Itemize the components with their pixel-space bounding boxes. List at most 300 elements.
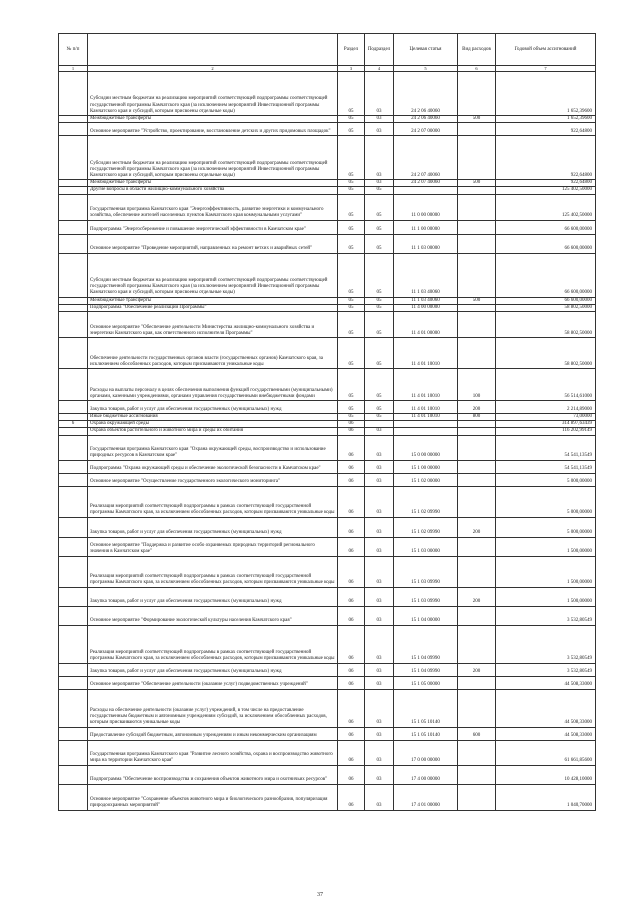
item-name-cell: Реализация мероприятий соответствующей подпрограммы в рамках соответствующей государственной программы Камчатского края, за исключением обособленных расходов, которым присваиваются уникальные коды (88, 625, 338, 663)
target-article-cell: 11 4 00 00000 (394, 304, 458, 311)
expense-type-cell: 200 (458, 401, 496, 414)
subsection-code-cell: 03 (365, 428, 394, 435)
subsection-code-cell: 03 (365, 72, 394, 116)
table-row (59, 517, 596, 537)
item-name-cell: Обеспечение деятельности государственных органов власти (государственных органов) Камчатского края, за исключением обособленных расходов, которым присваиваются уникальные коды (88, 338, 338, 369)
item-name-cell: Закупка товаров, работ и услуг для обеспечения государственных (муниципальных) нужд (88, 663, 338, 676)
expense-type-cell (458, 428, 496, 435)
header-name (88, 34, 338, 66)
target-article-cell: 17 0 00 00000 (394, 740, 458, 765)
target-article-cell (394, 421, 458, 428)
item-name-cell: Основное мероприятие "Сохранение объектов животного мира и биологического разнообразия, популяризация природоохранных мероприятий" (88, 784, 338, 810)
row-number-cell (59, 194, 88, 220)
amount-cell: 5 000,00000 (496, 473, 596, 486)
row-number-cell (59, 123, 88, 136)
section-code-cell: 06 (338, 689, 365, 727)
subsection-code-cell: 03 (365, 537, 394, 556)
table-row (59, 428, 596, 435)
section-code-cell: 05 (338, 116, 365, 123)
row-number-cell (59, 180, 88, 187)
item-name-cell: Другие вопросы в области жилищно-коммунального хозяйства (88, 187, 338, 194)
expense-type-cell (458, 136, 496, 180)
item-name-cell: Основное мероприятие "Обеспечение деятельности Министерства жилищно-коммунального хозяйства и энергетики Камчатского края, как ответственного исполнителя Программы" (88, 312, 338, 338)
amount-cell: 54 541,13549 (496, 435, 596, 460)
section-code-cell: 05 (338, 414, 365, 421)
row-number-cell (59, 460, 88, 473)
amount-cell: 66 600,00000 (496, 220, 596, 234)
target-article-cell: 15 1 02 09990 (394, 486, 458, 517)
item-name-cell: Закупка товаров, работ и услуг для обеспечения государственных (муниципальных) нужд (88, 517, 338, 537)
expense-type-cell: 200 (458, 587, 496, 606)
section-code-cell: 06 (338, 784, 365, 810)
target-article-cell (394, 187, 458, 194)
table-row (59, 727, 596, 740)
amount-cell: 3 532,80549 (496, 606, 596, 625)
item-name-cell: Государственная программа Камчатского края "Развитие лесного хозяйства, охрана и воспроизводство животного мира на территории Камчатского края" (88, 740, 338, 765)
table-row (59, 401, 596, 414)
table-row (59, 435, 596, 460)
row-number-cell (59, 689, 88, 727)
subsection-code-cell (365, 421, 394, 428)
item-name-cell: Реализация мероприятий соответствующей подпрограммы в рамках соответствующей государственной программы Камчатского края, за исключением обособленных расходов, которым присваиваются уникальные коды (88, 486, 338, 517)
section-code-cell: 05 (338, 338, 365, 369)
expense-type-cell (458, 676, 496, 689)
target-article-cell: 11 4 01 10010 (394, 369, 458, 401)
amount-cell: 44 508,33000 (496, 676, 596, 689)
item-name-cell: Межбюджетные трансферты (88, 180, 338, 187)
expense-type-cell (458, 473, 496, 486)
target-article-cell (394, 428, 458, 435)
target-article-cell: 15 1 05 10140 (394, 727, 458, 740)
target-article-cell: 11 1 03 00000 (394, 234, 458, 253)
amount-cell: 922,64800 (496, 136, 596, 180)
expense-type-cell: 100 (458, 369, 496, 401)
table-row (59, 587, 596, 606)
amount-cell: 922,64800 (496, 123, 596, 136)
subsection-code-cell: 03 (365, 740, 394, 765)
amount-cell: 1 040,70000 (496, 784, 596, 810)
target-article-cell: 17 4 00 00000 (394, 765, 458, 784)
subsection-code-cell: 03 (365, 123, 394, 136)
amount-cell: 2 214,89000 (496, 401, 596, 414)
amount-cell: 1 652,39600 (496, 116, 596, 123)
target-article-cell: 11 4 01 10010 (394, 338, 458, 369)
item-name-cell: Подпрограмма "Обеспечение реализации Программы" (88, 304, 338, 311)
table-row (59, 116, 596, 123)
section-code-cell: 06 (338, 727, 365, 740)
item-name-cell: Субсидии местным бюджетам на реализацию мероприятий соответствующей подпрограммы соответствующей государственной программы Камчатского края (за исключением мероприятий Инвестиционной программы Камчатского края и субсидий, которым присвоены отдельные коды) (88, 136, 338, 180)
table-body (59, 72, 596, 811)
item-name-cell: Межбюджетные трансферты (88, 116, 338, 123)
table-row (59, 414, 596, 421)
table-row (59, 220, 596, 234)
item-name-cell: Основное мероприятие "Устройство, проектирование, восстановление детских и других придомовых площадок" (88, 123, 338, 136)
table-row (59, 180, 596, 187)
target-article-cell: 24 2 06 40060 (394, 72, 458, 116)
amount-cell: 10 428,10000 (496, 765, 596, 784)
target-article-cell: 15 1 05 00000 (394, 676, 458, 689)
row-number-cell (59, 587, 88, 606)
section-code-cell: 05 (338, 297, 365, 304)
section-code-cell: 06 (338, 765, 365, 784)
item-name-cell: Расходы на обеспечение деятельности (оказание услуг) учреждений, в том числе на предоставление государственным бюджетным и автономным учреждениям субсидий, за исключением обособленных расходов, которым присваиваются уникальные коды (88, 689, 338, 727)
item-name-cell: Закупка товаров, работ и услуг для обеспечения государственных (муниципальных) нужд (88, 587, 338, 606)
row-number-cell (59, 428, 88, 435)
subsection-code-cell: 05 (365, 253, 394, 297)
amount-cell: 1 500,00000 (496, 537, 596, 556)
table-row (59, 123, 596, 136)
amount-cell: 116 202,99149 (496, 428, 596, 435)
column-number: 6 (458, 66, 496, 72)
subsection-code-cell: 05 (365, 369, 394, 401)
budget-table-sheet (58, 33, 595, 811)
section-code-cell: 06 (338, 556, 365, 587)
amount-cell: 5 000,00000 (496, 517, 596, 537)
target-article-cell: 11 1 03 40060 (394, 253, 458, 297)
target-article-cell: 15 1 04 00000 (394, 606, 458, 625)
column-number: 4 (365, 66, 394, 72)
row-number-cell (59, 304, 88, 311)
header-annual-amount: Годовой объем ассигнований (496, 34, 596, 66)
amount-cell: 314 897,63439 (496, 421, 596, 428)
table-row (59, 312, 596, 338)
table-row (59, 460, 596, 473)
target-article-cell: 11 4 01 10010 (394, 401, 458, 414)
amount-cell: 44 508,33000 (496, 689, 596, 727)
subsection-code-cell: 05 (365, 338, 394, 369)
row-number-cell (59, 435, 88, 460)
section-code-cell: 06 (338, 606, 365, 625)
amount-cell: 66 600,00000 (496, 297, 596, 304)
subsection-code-cell: 05 (365, 414, 394, 421)
table-row (59, 663, 596, 676)
subsection-code-cell: 03 (365, 556, 394, 587)
item-name-cell: Основное мероприятие "Проведение мероприятий, направленных на ремонт ветхих и аварийных сетей" (88, 234, 338, 253)
table-row (59, 784, 596, 810)
expense-type-cell (458, 187, 496, 194)
item-name-cell: Государственная программа Камчатского края "Охрана окружающей среды, воспроизводство и использование природных ресурсов в Камчатском крае" (88, 435, 338, 460)
target-article-cell: 15 1 04 09990 (394, 625, 458, 663)
subsection-code-cell: 05 (365, 297, 394, 304)
amount-cell: 1 652,39600 (496, 72, 596, 116)
expense-type-cell (458, 312, 496, 338)
table-row (59, 765, 596, 784)
expense-type-cell (458, 537, 496, 556)
section-code-cell: 06 (338, 421, 365, 428)
subsection-code-cell: 03 (365, 689, 394, 727)
expense-type-cell (458, 486, 496, 517)
section-code-cell: 06 (338, 537, 365, 556)
subsection-code-cell: 03 (365, 587, 394, 606)
target-article-cell: 15 1 03 00000 (394, 537, 458, 556)
subsection-code-cell: 05 (365, 234, 394, 253)
table-row (59, 740, 596, 765)
row-number-cell (59, 537, 88, 556)
expense-type-cell (458, 765, 496, 784)
row-number-cell (59, 312, 88, 338)
amount-cell: 56 514,61000 (496, 369, 596, 401)
target-article-cell: 15 1 05 10140 (394, 689, 458, 727)
item-name-cell: Подпрограмма "Энергосбережение и повышение энергетической эффективности в Камчатском крае" (88, 220, 338, 234)
subsection-code-cell: 03 (365, 116, 394, 123)
target-article-cell: 15 1 02 00000 (394, 473, 458, 486)
target-article-cell: 24 2 07 00000 (394, 123, 458, 136)
item-name-cell: Основное мероприятие "Осуществление государственного экологического мониторинга" (88, 473, 338, 486)
item-name-cell: Субсидии местным бюджетам на реализацию мероприятий соответствующей подпрограммы соответствующей государственной программы Камчатского края (за исключением мероприятий Инвестиционной программы Камчатского края и субсидий, которым присвоены отдельные коды) (88, 72, 338, 116)
expense-type-cell: 500 (458, 297, 496, 304)
row-number-cell (59, 486, 88, 517)
section-code-cell: 06 (338, 473, 365, 486)
table-row (59, 421, 596, 428)
section-code-cell: 06 (338, 460, 365, 473)
amount-cell: 922,64800 (496, 180, 596, 187)
table-row (59, 625, 596, 663)
row-number-cell (59, 556, 88, 587)
section-code-cell: 06 (338, 676, 365, 689)
expense-type-cell (458, 625, 496, 663)
section-code-cell: 05 (338, 136, 365, 180)
row-number-cell (59, 136, 88, 180)
row-number-cell (59, 676, 88, 689)
target-article-cell: 15 0 00 00000 (394, 435, 458, 460)
amount-cell: 66 600,00000 (496, 234, 596, 253)
item-name-cell: Предоставление субсидий бюджетным, автономным учреждениям и иным некоммерческим организациям (88, 727, 338, 740)
row-number-cell (59, 473, 88, 486)
amount-cell: 1 500,00000 (496, 587, 596, 606)
target-article-cell: 15 1 02 09990 (394, 517, 458, 537)
row-number-cell (59, 401, 88, 414)
row-number-cell (59, 116, 88, 123)
subsection-code-cell: 03 (365, 784, 394, 810)
section-code-cell: 06 (338, 435, 365, 460)
expense-type-cell (458, 689, 496, 727)
target-article-cell: 15 1 03 09990 (394, 587, 458, 606)
row-number-cell (59, 234, 88, 253)
table-row (59, 676, 596, 689)
target-article-cell: 11 1 03 40060 (394, 297, 458, 304)
subsection-code-cell: 03 (365, 727, 394, 740)
amount-cell: 66 600,00000 (496, 253, 596, 297)
section-code-cell: 06 (338, 486, 365, 517)
target-article-cell: 11 1 00 00000 (394, 220, 458, 234)
amount-cell: 58 802,50000 (496, 338, 596, 369)
item-name-cell: Основное мероприятие "Поддержка и развитие особо охраняемых природных территорий регионального значения в Камчатском крае" (88, 537, 338, 556)
target-article-cell: 11 4 01 00000 (394, 312, 458, 338)
header-expense-type: Вид расходов (458, 34, 496, 66)
expense-type-cell (458, 194, 496, 220)
budget-allocation-table (58, 33, 596, 811)
table-row (59, 136, 596, 180)
subsection-code-cell: 03 (365, 473, 394, 486)
amount-cell: 61 661,85600 (496, 740, 596, 765)
subsection-code-cell: 03 (365, 663, 394, 676)
subsection-code-cell: 05 (365, 194, 394, 220)
row-number-cell (59, 517, 88, 537)
target-article-cell: 15 1 03 09990 (394, 556, 458, 587)
expense-type-cell (458, 740, 496, 765)
amount-cell: 125 402,50000 (496, 187, 596, 194)
row-number-cell (59, 297, 88, 304)
row-number-cell (59, 369, 88, 401)
subsection-code-cell: 03 (365, 486, 394, 517)
item-name-cell: Межбюджетные трансферты (88, 297, 338, 304)
expense-type-cell: 200 (458, 663, 496, 676)
row-number-cell (59, 740, 88, 765)
target-article-cell: 24 2 06 40060 (394, 116, 458, 123)
section-code-cell: 05 (338, 220, 365, 234)
table-row (59, 486, 596, 517)
section-code-cell: 05 (338, 187, 365, 194)
section-code-cell: 06 (338, 587, 365, 606)
item-name-cell: Расходы на выплаты персоналу в целях обеспечения выполнения функций государственными (муниципальными) органами, казенными учреждениями, органами управления государственными внебюджетными фондами (88, 369, 338, 401)
row-number-cell (59, 253, 88, 297)
item-name-cell: Субсидии местным бюджетам на реализацию мероприятий соответствующей подпрограммы соответствующей государственной программы Камчатского края (за исключением мероприятий Инвестиционной программы Камчатского края и субсидий, которым присвоены отдельные коды) (88, 253, 338, 297)
item-name-cell: Подпрограмма "Охрана окружающей среды и обеспечение экологической безопасности в Камчатском крае" (88, 460, 338, 473)
item-name-cell: Охрана окружающей среды (88, 421, 338, 428)
row-number-cell: 6 (59, 421, 88, 428)
column-number: 1 (59, 66, 88, 72)
row-number-cell (59, 220, 88, 234)
expense-type-cell (458, 304, 496, 311)
target-article-cell: 24 2 07 40060 (394, 180, 458, 187)
amount-cell: 58 802,50000 (496, 312, 596, 338)
subsection-code-cell: 05 (365, 401, 394, 414)
section-code-cell: 06 (338, 428, 365, 435)
table-row (59, 194, 596, 220)
page-number: 37 (317, 892, 323, 898)
subsection-code-cell: 03 (365, 517, 394, 537)
amount-cell: 3 532,80549 (496, 625, 596, 663)
amount-cell: 58 802,50000 (496, 304, 596, 311)
item-name-cell: Основное мероприятие "Обеспечение деятельности (оказание услуг) подведомственных учреждений" (88, 676, 338, 689)
subsection-code-cell: 03 (365, 460, 394, 473)
amount-cell: 3 532,80549 (496, 663, 596, 676)
expense-type-cell: 800 (458, 414, 496, 421)
expense-type-cell (458, 606, 496, 625)
column-number: 7 (496, 66, 596, 72)
row-number-cell (59, 187, 88, 194)
table-row (59, 253, 596, 297)
table-row (59, 606, 596, 625)
row-number-cell (59, 784, 88, 810)
expense-type-cell (458, 556, 496, 587)
table-row (59, 304, 596, 311)
table-row (59, 369, 596, 401)
target-article-cell: 11 4 01 10010 (394, 414, 458, 421)
expense-type-cell (458, 784, 496, 810)
header-subsection: Подраздел (365, 34, 394, 66)
subsection-code-cell: 03 (365, 676, 394, 689)
section-code-cell: 06 (338, 663, 365, 676)
amount-cell: 1 500,00000 (496, 556, 596, 587)
table-row (59, 187, 596, 194)
item-name-cell: Реализация мероприятий соответствующей подпрограммы в рамках соответствующей государственной программы Камчатского края, за исключением обособленных расходов, которым присваиваются уникальные коды (88, 556, 338, 587)
column-number: 2 (88, 66, 338, 72)
item-name-cell: Закупка товаров, работ и услуг для обеспечения государственных (муниципальных) нужд (88, 401, 338, 414)
subsection-code-cell: 05 (365, 187, 394, 194)
section-code-cell: 05 (338, 194, 365, 220)
section-code-cell: 06 (338, 517, 365, 537)
amount-cell: 44 508,33000 (496, 727, 596, 740)
table-row (59, 473, 596, 486)
subsection-code-cell: 05 (365, 304, 394, 311)
subsection-code-cell: 05 (365, 312, 394, 338)
subsection-code-cell: 03 (365, 625, 394, 663)
item-name-cell: Охрана объектов растительного и животного мира и среды их обитания (88, 428, 338, 435)
expense-type-cell: 500 (458, 180, 496, 187)
item-name-cell: Основное мероприятие "Формирование экологической культуры населения Камчатского края" (88, 606, 338, 625)
expense-type-cell: 600 (458, 727, 496, 740)
expense-type-cell (458, 435, 496, 460)
subsection-code-cell: 03 (365, 136, 394, 180)
section-code-cell: 05 (338, 401, 365, 414)
table-row (59, 338, 596, 369)
section-code-cell: 05 (338, 180, 365, 187)
amount-cell: 73,00000 (496, 414, 596, 421)
column-number: 3 (338, 66, 365, 72)
row-number-cell (59, 338, 88, 369)
header-target-article: Целевая статья (394, 34, 458, 66)
expense-type-cell (458, 338, 496, 369)
table-row (59, 72, 596, 116)
amount-cell: 54 541,13549 (496, 460, 596, 473)
row-number-cell (59, 727, 88, 740)
section-code-cell: 05 (338, 123, 365, 136)
table-row (59, 537, 596, 556)
row-number-cell (59, 606, 88, 625)
subsection-code-cell: 03 (365, 765, 394, 784)
row-number-cell (59, 765, 88, 784)
subsection-code-cell: 05 (365, 220, 394, 234)
section-code-cell: 05 (338, 312, 365, 338)
expense-type-cell (458, 123, 496, 136)
expense-type-cell (458, 234, 496, 253)
table-row (59, 234, 596, 253)
section-code-cell: 05 (338, 234, 365, 253)
item-name-cell: Государственная программа Камчатского края "Энергоэффективность, развитие энергетики и коммунального хозяйства, обеспечение жителей населенных пунктов Камчатского края коммунальными услугами" (88, 194, 338, 220)
amount-cell: 5 000,00000 (496, 486, 596, 517)
section-code-cell: 05 (338, 253, 365, 297)
row-number-cell (59, 72, 88, 116)
subsection-code-cell: 03 (365, 606, 394, 625)
target-article-cell: 17 4 01 00000 (394, 784, 458, 810)
header-section: Раздел (338, 34, 365, 66)
target-article-cell: 24 2 07 40060 (394, 136, 458, 180)
expense-type-cell: 500 (458, 116, 496, 123)
expense-type-cell: 200 (458, 517, 496, 537)
subsection-code-cell: 03 (365, 180, 394, 187)
section-code-cell: 05 (338, 304, 365, 311)
expense-type-cell (458, 72, 496, 116)
row-number-cell (59, 414, 88, 421)
expense-type-cell (458, 460, 496, 473)
row-number-cell (59, 625, 88, 663)
table-header-row (59, 34, 596, 66)
row-number-cell (59, 663, 88, 676)
header-no: № п/п (59, 34, 88, 66)
target-article-cell: 11 0 00 00000 (394, 194, 458, 220)
column-number: 5 (394, 66, 458, 72)
section-code-cell: 05 (338, 72, 365, 116)
target-article-cell: 15 1 00 00000 (394, 460, 458, 473)
section-code-cell: 06 (338, 740, 365, 765)
table-row (59, 689, 596, 727)
amount-cell: 125 402,50000 (496, 194, 596, 220)
item-name-cell: Иные бюджетные ассигнования (88, 414, 338, 421)
item-name-cell: Подпрограмма "Обеспечение воспроизводства и сохранения объектов животного мира и охотничьих ресурсов" (88, 765, 338, 784)
section-code-cell: 06 (338, 625, 365, 663)
expense-type-cell (458, 220, 496, 234)
